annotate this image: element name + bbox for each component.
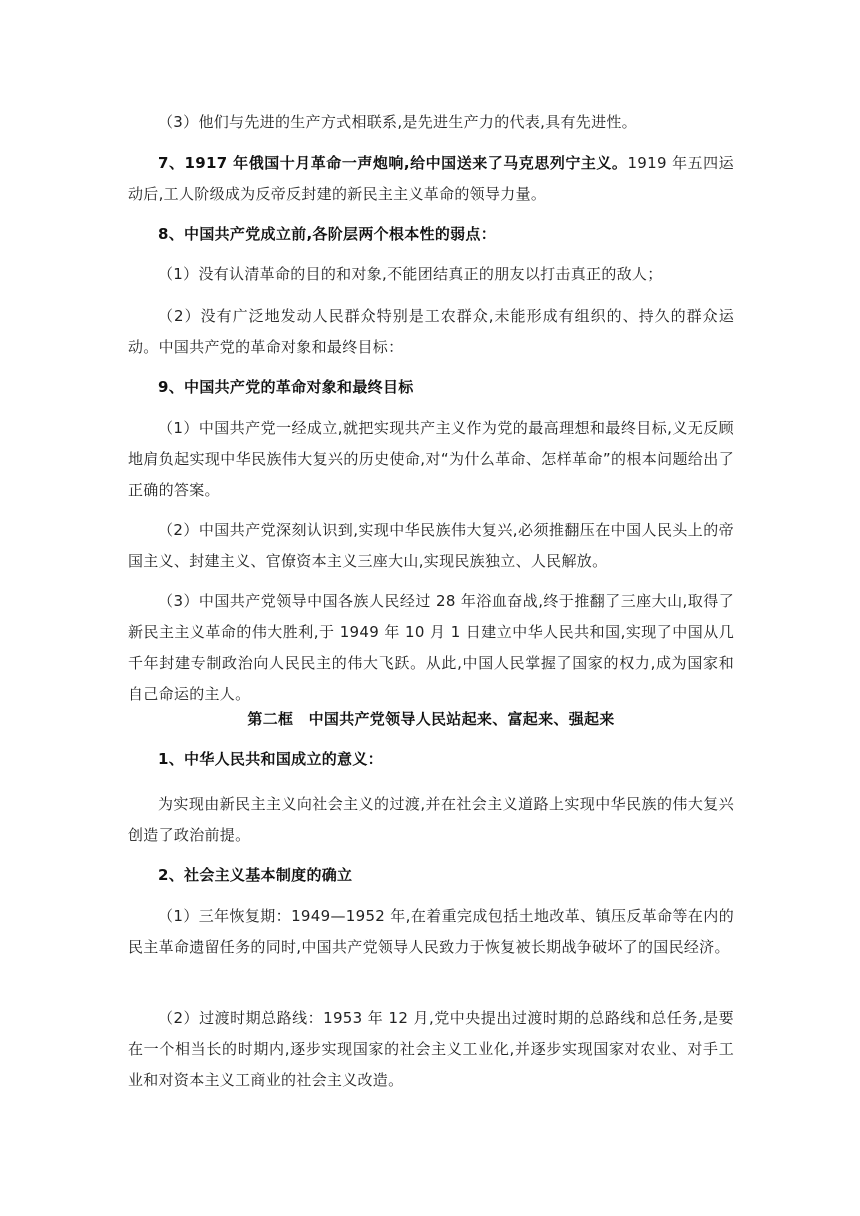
paragraph-weakness-1: （1）没有认清革命的目的和对象,不能团结真正的朋友以打击真正的敌人； (158, 265, 663, 283)
paragraph-may-fourth: 1919 年五四运动后,工人阶级成为反帝反封建的新民主主义革命的领导力量。 (128, 154, 734, 203)
paragraph-transition-line: （2）过渡时期总路线：1953 年 12 月,党中央提出过渡时期的总路线和总任务,是要在一个相当长的时期内,逐步实现国家的社会主义工业化,并逐步实现国家对农业、对手工业和对资本主义工商业的社会主义改造。 (128, 1009, 734, 1089)
paragraph-recovery-period: （1）三年恢复期：1949—1952 年,在着重完成包括土地改革、镇压反革命等在内的民主革命遗留任务的同时,中国共产党领导人民致力于恢复被长期战争破坏了的国民经济。 (128, 907, 734, 956)
paragraph-goal-2: （2）中国共产党深刻认识到,实现中华民族伟大复兴,必须推翻压在中国人民头上的帝国主义、封建主义、官僚资本主义三座大山,实现民族独立、人民解放。 (128, 521, 734, 570)
paragraph-advanced-nature: （3）他们与先进的生产方式相联系,是先进生产力的代表,具有先进性。 (158, 113, 637, 131)
heading-s2: 2、社会主义基本制度的确立 (158, 866, 353, 884)
paragraph-prc-significance: 为实现由新民主主义向社会主义的过渡,并在社会主义道路上实现中华民族的伟大复兴创造了政治前提。 (128, 795, 734, 844)
heading-9: 9、中国共产党的革命对象和最终目标 (158, 378, 414, 396)
paragraph-goal-3: （3）中国共产党领导中国各族人民经过 28 年浴血奋战,终于推翻了三座大山,取得了新民主主义革命的伟大胜利,于 1949 年 10 月 1 日建立中华人民共和国,实现了中国从几千年封建专制政治向人民民主的伟大飞跃。从此,中国人民掌握了国家的权力,成为国家和自己命运的主人。 (128, 592, 734, 703)
paragraph-weakness-2: （2）没有广泛地发动人民群众特别是工农群众,未能形成有组织的、持久的群众运动。中国共产党的革命对象和最终目标： (128, 307, 734, 356)
section-title: 第二框 中国共产党领导人民站起来、富起来、强起来 (247, 710, 615, 728)
paragraph-october-revolution (128, 148, 734, 210)
paragraph-goal-1: （1）中国共产党一经成立,就把实现共产主义作为党的最高理想和最终目标,义无反顾地肩负起实现中华民族伟大复兴的历史使命,对“为什么革命、怎样革命”的根本问题给出了正确的答案。 (128, 419, 734, 499)
heading-s1: 1、中华人民共和国成立的意义： (158, 750, 383, 768)
heading-8: 8、中国共产党成立前,各阶层两个根本性的弱点： (158, 225, 497, 243)
heading-7: 7、1917 年俄国十月革命一声炮响,给中国送来了马克思列宁主义。 (158, 154, 628, 172)
